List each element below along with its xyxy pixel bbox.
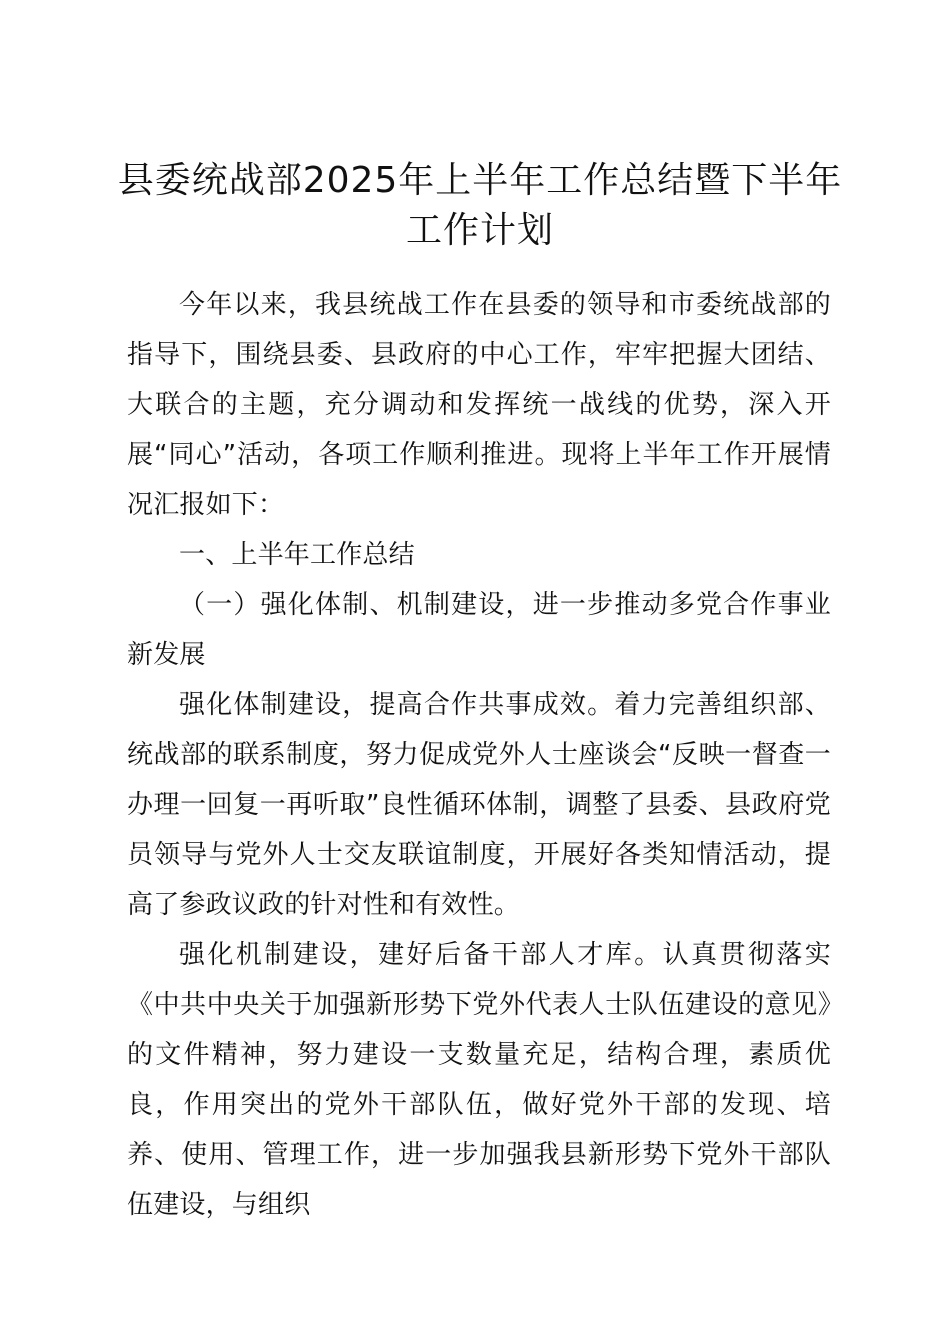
body-paragraph: 强化机制建设，建好后备干部人才库。认真贯彻落实《中共中央关于加强新形势下党外代表人士队伍建设的意见》的文件精神，努力建设一支数量充足，结构合理，素质优良，作用突出的党外干部队伍，做好党外干部的发现、培养、使用、管理工作，进一步加强我县新形势下党外干部队伍建设，与组织 <box>127 940 831 1220</box>
subsection-heading: （一）强化体制、机制建设，进一步推动多党合作事业新发展 <box>127 590 831 670</box>
document-title: 县委统战部2025年上半年工作总结暨下半年工作计划 <box>117 160 843 251</box>
document-body <box>127 280 831 1230</box>
body-paragraph: 强化体制建设，提高合作共事成效。着力完善组织部、统战部的联系制度，努力促成党外人士座谈会“反映一督查一办理一回复一再听取”良性循环体制，调整了县委、县政府党员领导与党外人士交友联谊制度，开展好各类知情活动，提高了参政议政的针对性和有效性。 <box>127 690 831 920</box>
intro-paragraph: 今年以来，我县统战工作在县委的领导和市委统战部的指导下，围绕县委、县政府的中心工作，牢牢把握大团结、大联合的主题，充分调动和发挥统一战线的优势，深入开展“同心”活动，各项工作顺利推进。现将上半年工作开展情况汇报如下： <box>127 290 831 520</box>
section-heading: 一、上半年工作总结 <box>179 540 415 570</box>
